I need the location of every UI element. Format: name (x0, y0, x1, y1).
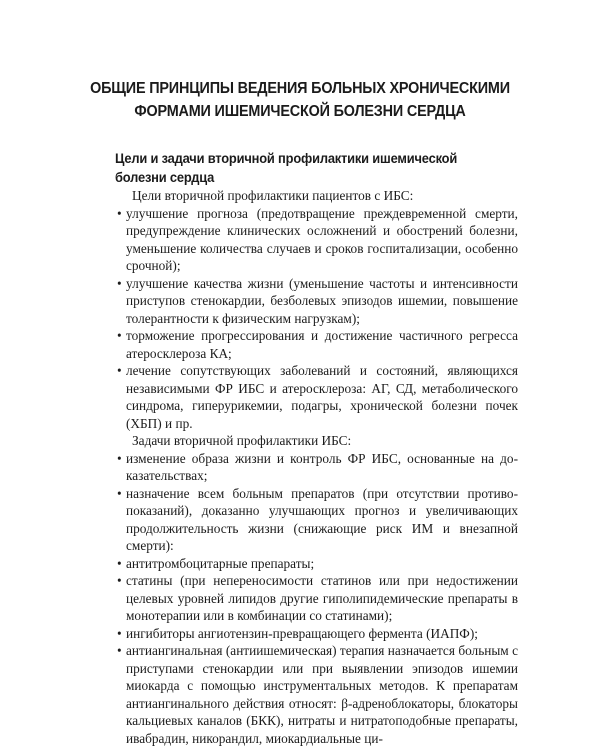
list-item-text: антитромбоцитарные препараты; (126, 555, 315, 571)
list-item (116, 555, 518, 573)
tasks-intro: Задачи вторичной профилактики ИБС: (132, 433, 352, 448)
list-item (116, 485, 518, 555)
list-item-text: изменение образа жизни и контроль ФР ИБС, основанные на доказательствах; (126, 450, 518, 483)
goals-list (116, 205, 518, 433)
bullet-icon: • (117, 485, 122, 501)
tasks-list (116, 450, 518, 748)
list-item-text: ингибиторы ангиотензин-превращающего фермента (ИАПФ); (126, 625, 478, 641)
chapter-heading (84, 77, 516, 123)
list-item (116, 572, 518, 625)
section-subheading-line-1: Цели и задачи вторичной профилактики ишемической (115, 150, 458, 166)
list-item-text: торможение прогрессирования и достижение частичного регресса атеросклероза КА; (126, 328, 518, 361)
section-subheading (115, 149, 501, 187)
bullet-icon: • (117, 328, 122, 343)
list-item (116, 362, 518, 432)
list-item (116, 625, 518, 643)
section-subheading-line-2: болезни сердца (115, 169, 215, 185)
list-item-text: улучшение прогноза (предотвращение преждевременной смерти, предупреждение клинических осложнений и обострений болезни, уменьшение количества случаев и сроков госпитализации, особенно срочной); (126, 205, 518, 273)
bullet-icon: • (117, 205, 122, 221)
body-text (116, 187, 518, 747)
bullet-icon: • (117, 573, 122, 588)
chapter-heading-line-1: ОБЩИЕ ПРИНЦИПЫ ВЕДЕНИЯ БОЛЬНЫХ ХРОНИЧЕСКИМИ (90, 80, 510, 97)
list-item (116, 205, 518, 275)
list-item-text: назначение всем больным препаратов (при отсутствии противопоказаний), доказанно улучшающих прогноз и увеличивающих продолжительность жизни (снижающие риск ИМ и внезапной смерти): (126, 485, 518, 553)
list-item (116, 450, 518, 485)
list-item-text: улучшение качества жизни (уменьшение частоты и интенсивности приступов стенокардии, безболевых эпизодов ишемии, повышение толерантности к физическим нагрузкам); (126, 275, 518, 326)
goals-intro: Цели вторичной профилактики пациентов с ИБС: (132, 188, 414, 203)
list-item-text: статины (при непереносимости статинов или при недостижении целевых уровней липидов другие гиполипидемические препараты в монотерапии или в комбинации со статинами); (126, 573, 518, 623)
chapter-heading-line-2: ФОРМАМИ ИШЕМИЧЕСКОЙ БОЛЕЗНИ СЕРДЦА (134, 103, 466, 120)
list-item (116, 327, 518, 362)
list-item (116, 275, 518, 328)
bullet-icon: • (117, 555, 122, 571)
list-item-text: лечение сопутствующих заболеваний и состояний, являющихся независимыми ФР ИБС и атеросклероза: АГ, СД, метаболического синдрома, гиперурикемии, подагры, хронической болезни почек (ХБП) и пр. (126, 363, 518, 431)
bullet-icon: • (117, 363, 122, 378)
bullet-icon: • (117, 275, 122, 291)
bullet-icon: • (117, 643, 122, 658)
bullet-icon: • (117, 450, 122, 466)
bullet-icon: • (117, 625, 122, 641)
list-item-text: антиангинальная (антиишемическая) терапия назначается больным с приступами стенокардии или при выявлении эпизодов ишемии миокарда с помощью инструментальных методов. К препаратам антиангинального действия относят: β-адреноблокаторы, блокаторы кальциевых каналов (БКК), нитраты и нитратоподобные препараты, ивабрадин, никорандил, миокардиальные ци- (126, 643, 518, 746)
list-item (116, 642, 518, 747)
